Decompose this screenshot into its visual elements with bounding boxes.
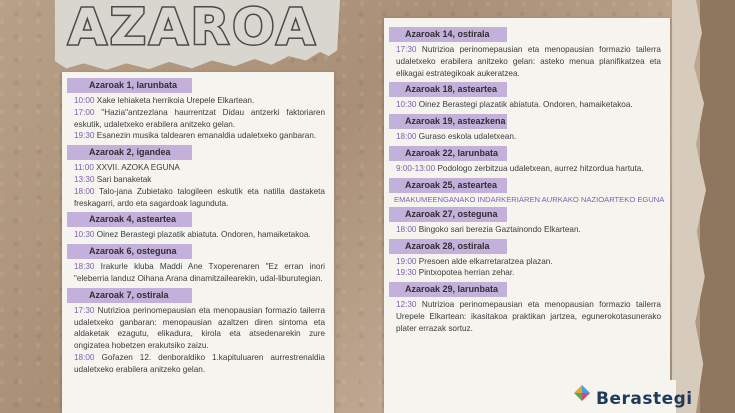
event-day-block <box>389 282 665 334</box>
event-item <box>389 99 665 111</box>
day-tag: Azaroak 18, asteartea <box>389 82 507 97</box>
event-time: 12:30 <box>396 300 417 310</box>
event-day-block <box>67 244 329 285</box>
event-time: 18:30 <box>74 262 95 272</box>
event-day-block <box>389 27 665 79</box>
background-strip <box>700 0 735 413</box>
event-day-block <box>389 114 665 143</box>
day-tag: Azaroak 6, osteguna <box>67 244 192 259</box>
event-time: 18:00 <box>74 186 95 196</box>
event-description: Talo-jana Zubietako talogileen eskutik eta natilla dastaketa freskagarri, ardo eta sagardoak lagunduta. <box>74 186 325 208</box>
event-description: XXVII. AZOKA EGUNA <box>96 163 180 173</box>
event-description: Gořazen 12. denboraldiko 1.kapituluaren aurrestrenaldia udaletxeko erabilera anitzeko gelan. <box>74 352 325 374</box>
event-item <box>389 131 665 143</box>
day-tag: Azaroak 28, ostirala <box>389 239 507 254</box>
left-schedule-column <box>67 78 329 379</box>
event-item <box>389 299 665 334</box>
event-time: 13:30 <box>74 174 95 184</box>
event-day-block <box>389 82 665 111</box>
day-tag: Azaroak 14, ostirala <box>389 27 507 42</box>
event-description: Oinez Berastegi plazatik abiatuta. Ondoren, hamaiketakoa. <box>96 230 311 240</box>
event-day-block <box>389 178 665 204</box>
event-time: 18:00 <box>74 352 95 362</box>
event-item <box>67 352 329 376</box>
event-item <box>67 162 329 174</box>
event-description: Bingoko sari berezia Gaztainondo Elkartean. <box>418 224 581 234</box>
event-description: Oinez Berastegi plazatik abiatuta. Ondoren, hamaiketakoa. <box>418 100 633 110</box>
event-time: 19:30 <box>396 268 417 278</box>
day-tag: Azaroak 25, asteartea <box>389 178 507 193</box>
day-tag: Azaroak 7, ostirala <box>67 288 192 303</box>
event-time: 19:00 <box>396 256 417 266</box>
event-item <box>389 163 665 175</box>
event-description: Pintxopotea herrian zehar. <box>418 268 515 278</box>
day-tag: Azaroak 27, osteguna <box>389 207 507 222</box>
event-item <box>67 95 329 107</box>
event-day-block <box>67 288 329 376</box>
event-item <box>67 107 329 131</box>
day-tag: Azaroak 1, larunbata <box>67 78 192 93</box>
event-day-block <box>67 212 329 241</box>
event-time: 18:00 <box>396 224 417 234</box>
event-item <box>67 130 329 142</box>
event-time: 19:30 <box>74 131 95 141</box>
event-item <box>67 186 329 210</box>
event-time: 17:30 <box>74 305 95 315</box>
day-tag: Azaroak 19, asteazkena <box>389 114 507 129</box>
event-item <box>67 174 329 186</box>
event-item <box>67 261 329 285</box>
event-description: "Hazia"antzezlana haurrentzat Didau antzerki faktoriaren eskutik, udaletxeko erabilera anitzeko gelan. <box>74 107 325 129</box>
event-day-block <box>389 146 665 175</box>
highlight-text: EMAKUMEENGANAKO INDARKERIAREN AURKAKO NAZIOARTEKO EGUNA <box>394 194 665 204</box>
event-description: Nutrizioa perinomepausian eta menopausian formazio tailerra udaletxeko ganbaran: menopausian azaltzen diren sintoma eta aldaketak ezagutu, elikadura, kirola eta atsedenarekin zure ongizatea hobetzen erakutsiko zaizu. <box>74 305 325 351</box>
event-day-block <box>67 78 329 142</box>
event-day-block <box>389 239 665 280</box>
event-item <box>389 224 665 236</box>
event-item <box>389 267 665 279</box>
event-description: Xake lehiaketa herrikoia Urepele Elkartean. <box>96 96 255 105</box>
event-description: Irakurle kluba Maddi Ane Txoperenaren "Ez erran inori "eleberria landuz Oihana Arana dinamitzailearekin, udal-liburutegian. <box>74 262 325 283</box>
day-tag: Azaroak 29, larunbata <box>389 282 507 297</box>
event-item <box>67 305 329 352</box>
berastegi-logo-icon <box>574 385 590 401</box>
event-time: 10:30 <box>396 100 417 110</box>
day-tag: Azaroak 4, asteartea <box>67 212 192 227</box>
event-description: Nutrizioa perinomepausian eta menopausian formazio tailerra Urepele Elkartean: ikasitakoa praktikan jartzea, egunerokotasunerako plater errazak sortuz. <box>396 300 661 333</box>
event-description: Sari banaketak <box>96 174 152 184</box>
event-time: 10:30 <box>74 230 95 240</box>
event-description: Guraso eskola udaletxean. <box>418 132 517 142</box>
event-item <box>389 256 665 268</box>
event-time: 17:00 <box>74 107 95 117</box>
event-time: 18:00 <box>396 132 417 142</box>
day-tag: Azaroak 2, igandea <box>67 145 192 160</box>
event-description: Presoen alde elkarretaratzea plazan. <box>418 256 553 266</box>
logo-text: Berastegi <box>596 389 693 409</box>
event-time: 11:00 <box>74 163 94 173</box>
event-description: Nutrizioa perinomepausian eta menopausian formazio tailerra udaletxeko erabilera anitzeko gelan: asteko menua planifikatzea eta elikagai estrategikoak aukeratzea. <box>396 45 661 78</box>
right-schedule-column <box>389 27 665 338</box>
event-day-block <box>67 145 329 209</box>
event-description: Esanezin musika taldearen emanaldia udaletxeko ganbaran. <box>96 131 317 141</box>
day-tag: Azaroak 22, larunbata <box>389 146 507 161</box>
event-time: 17:30 <box>396 45 417 54</box>
page-title: AZAROA <box>68 0 319 56</box>
event-item <box>389 44 665 79</box>
event-time: 9:00-13:00 <box>396 163 436 173</box>
event-item <box>67 229 329 241</box>
event-day-block <box>389 207 665 236</box>
event-description: Podologo zerbitzua udaletxean, aurrez hitzordua hartuta. <box>437 163 644 173</box>
event-time: 10:00 <box>74 96 95 105</box>
